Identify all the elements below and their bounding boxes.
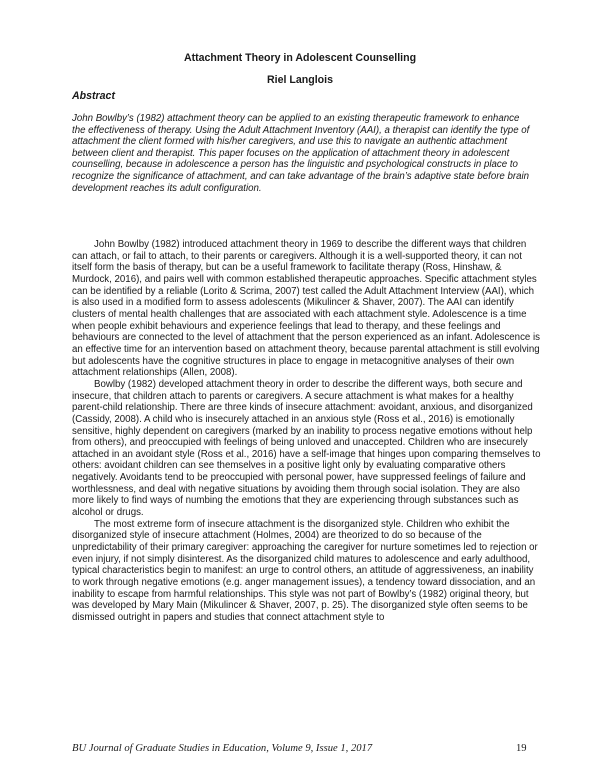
abstract-heading: Abstract [72, 90, 115, 102]
journal-footer: BU Journal of Graduate Studies in Education, Volume 9, Issue 1, 2017 [72, 743, 373, 754]
body-text [72, 239, 542, 624]
body-paragraph-3: The most extreme form of insecure attachment is the disorganized style. Children who exhibit the disorganized style of insecure attachment (Holmes, 2004) are theorized to do so because of the unpredictability of their primary caregiver: approaching the caregiver for nurture sometimes led to rejection or even injury, if not simply disinterest. As the disorganized child matures to adolescence and early adulthood, typical characteristics begin to manifest: an urge to control others, an attitude of aggressiveness, an inability to work through negative emotions (e.g. anger management issues), a tendency toward dissociation, and an inability to escape from harmful relationships. This style was not part of Bowlby’s (1982) original theory, but was developed by Mary Main (Mikulincer & Shaver, 2007, p. 25). The disorganized style often seems to be dismissed outright in papers and studies that connect attachment style to [72, 518, 538, 623]
body-paragraph-1: John Bowlby (1982) introduced attachment theory in 1969 to describe the different ways that children can attach, or fail to attach, to their parents or caregivers. Although it is a well-supported theory, it can not itself form the basis of therapy, but can be a useful framework to facilitate therapy (Ross, Hinshaw, & Murdock, 2016), and pairs well with common established therapeutic approaches. Specific attachment styles can be identified by a reliable (Lorito & Scrima, 2007) test called the Adult Attachment Interview (AAI), which is also used in a modified form to assess adolescents (Mikulincer & Shaver, 2007). The AAI can identify clusters of mental health challenges that are associated with each attachment style. Adolescence is a time when people exhibit behaviours and experience feelings that lead to therapy, and these feelings and behaviours are connected to the level of attachment that the person experienced as an infant. Adolescence is an effective time for an intervention based on attachment theory, because parental attachment is still evolving but adolescents have the cognitive structures in place to engage in metacognitive analyses of their own attachment relationships (Allen, 2008). [72, 239, 540, 379]
article-title: Attachment Theory in Adolescent Counselling [183, 52, 417, 64]
page-number: 19 [516, 743, 527, 754]
abstract-text: John Bowlby’s (1982) attachment theory can be applied to an existing therapeutic framework to enhance the effectiveness of therapy. Using the Adult Attachment Inventory (AAI), a therapist can identify the type of attachment the client formed with his/her caregivers, and use this to navigate an authentic attachment between client and therapist. This paper focuses on the application of attachment theory in adolescent counselling, because in adolescence a person has the linguistic and psychological constructs in place to recognize the significance of attachment, and can take advantage of the brain’s adaptive state before brain development reaches its adult configuration. [72, 113, 530, 194]
body-paragraph-2: Bowlby (1982) developed attachment theory in order to describe the different ways, both secure and insecure, that children attach to parents or caregivers. A secure attachment is what makes for a healthy parent-child relationship. There are three kinds of insecure attachment: avoidant, anxious, and disorganized (Cassidy, 2008). A child who is insecurely attached in an anxious style (Ross et al., 2016) is emotionally sensitive, highly dependent on caregivers (marked by an inability to process negative emotions without help from others), and preoccupied with feelings of being unloved and unaccepted. Children who are insecurely attached in an avoidant style (Ross et al., 2016) have a self-image that hinges upon comparing themselves to others: avoidant children can see themselves in a positive light only by evaluating comparative others negatively. Avoidants tend to be preoccupied with personal power, have suppressed feelings of failure and worthlessness, and deal with negative situations by avoiding them through social isolation. They are also more likely to find ways of numbing the emotions that they are experiencing through substances such as alcohol or drugs. [72, 378, 541, 519]
author-name: Riel Langlois [267, 74, 333, 86]
